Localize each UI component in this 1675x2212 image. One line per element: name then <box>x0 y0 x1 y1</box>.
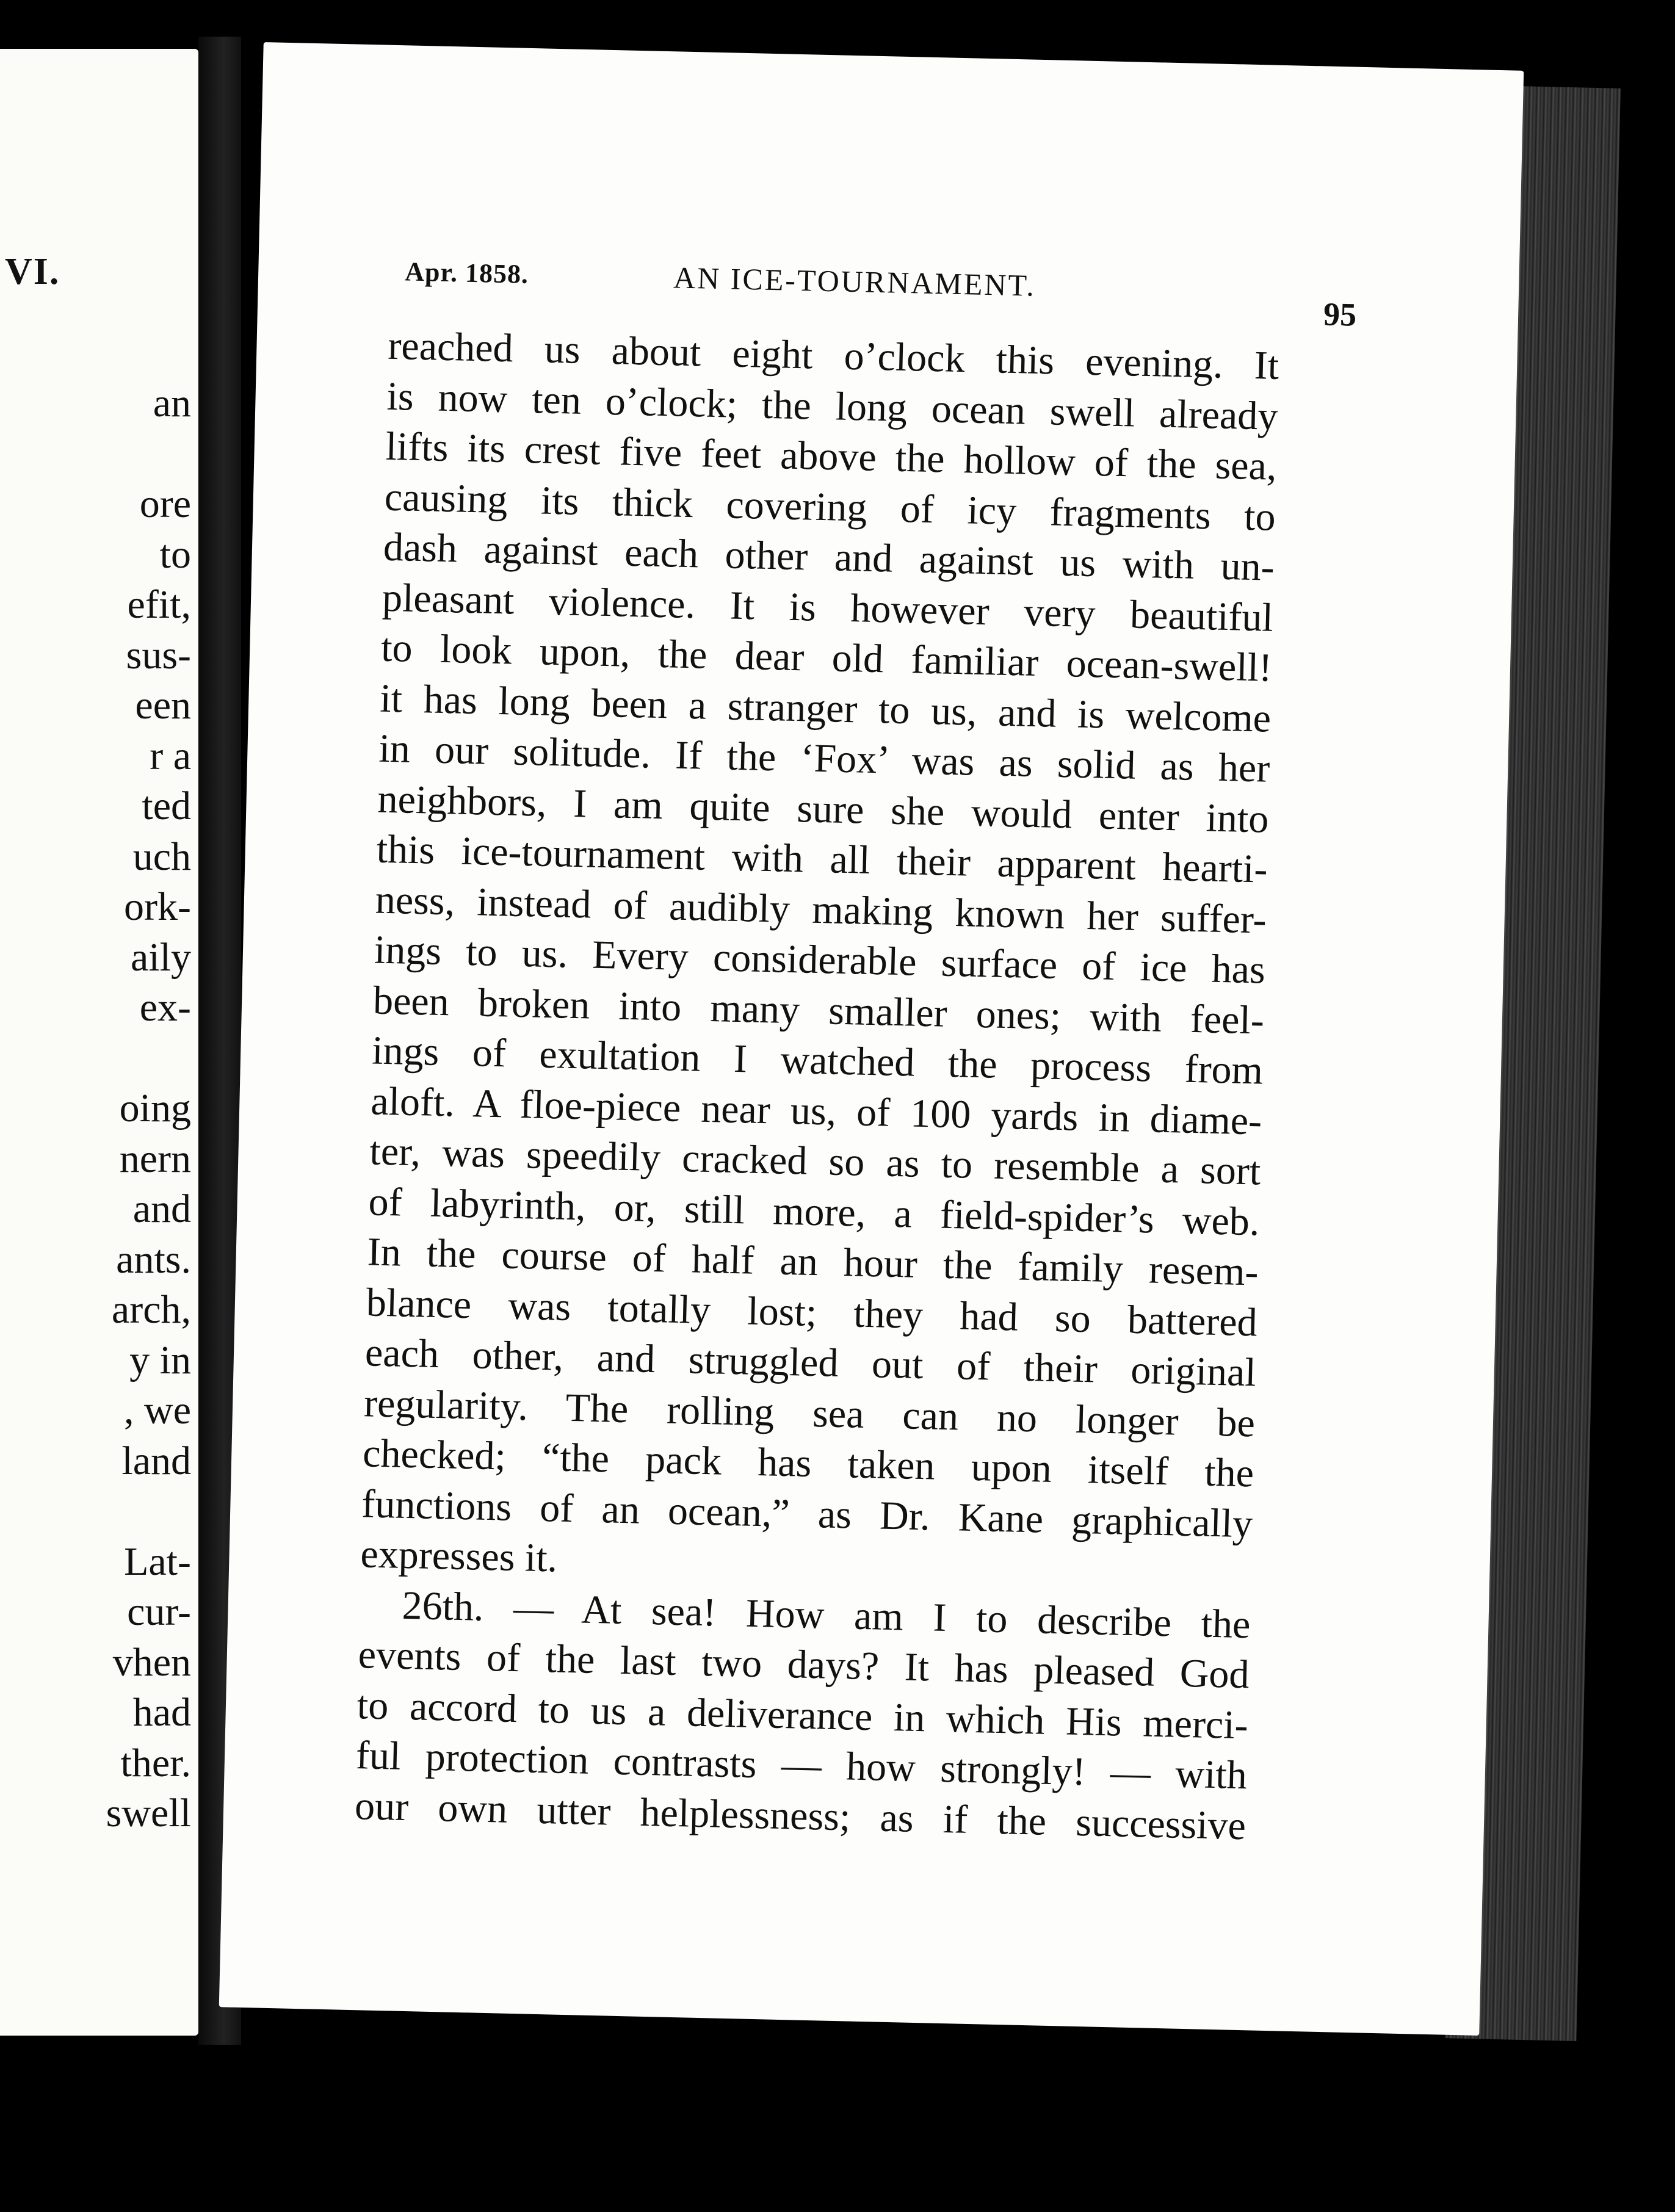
left-fragment: ore <box>139 482 191 526</box>
text-line: lifts its crest five feet above the hollow of the sea, <box>385 424 1278 489</box>
left-fragment-gap <box>106 1486 191 1537</box>
left-fragment: ants. <box>116 1237 191 1282</box>
text-line: been broken into many smaller ones; with feel- <box>372 977 1265 1043</box>
text-line: dash against each other and against us with un- <box>383 524 1275 590</box>
left-fragment: r a <box>150 733 191 778</box>
left-fragment: ork- <box>124 884 191 929</box>
text-line: In the course of half an hour the family resem- <box>367 1229 1259 1295</box>
left-page-fragments <box>106 378 191 1839</box>
text-line: ter, was speedily cracked so as to resemble a sort <box>369 1129 1262 1194</box>
text-line: our own utter helplessness; as if the successive <box>354 1783 1246 1848</box>
text-line: blance was totally lost; they had so battered <box>366 1279 1258 1345</box>
left-fragment: nern <box>119 1136 191 1181</box>
left-fragment: ther. <box>120 1740 191 1785</box>
text-line: regularity. The rolling sea can no longer be <box>363 1380 1256 1445</box>
text-line: in our solitude. If the ‘Fox’ was as solid as her <box>378 726 1271 791</box>
text-line: neighbors, I am quite sure she would enter into <box>377 776 1270 842</box>
text-line: functions of an ocean,” as Dr. Kane graphically <box>361 1481 1253 1546</box>
left-facing-page <box>0 49 198 2036</box>
text-line: ings of exultation I watched the process from <box>371 1028 1264 1093</box>
text-line: ful protection contrasts — how strongly! — with <box>355 1733 1248 1798</box>
left-fragment: ex- <box>139 985 191 1030</box>
text-line: expresses it. <box>360 1531 558 1581</box>
body-text <box>354 321 1279 1851</box>
text-line: is now ten o’clock; the long ocean swell already <box>386 374 1279 439</box>
left-fragment: land <box>121 1438 191 1483</box>
running-head-date: Apr. 1858. <box>404 256 529 289</box>
left-fragment: y in <box>129 1337 191 1382</box>
left-fragment: oing <box>119 1086 191 1130</box>
left-fragment: cur- <box>127 1589 191 1634</box>
text-line: to accord to us a deliverance in which His merci- <box>356 1682 1249 1748</box>
text-line: events of the last two days? It has pleased God <box>358 1632 1250 1697</box>
page-number: 95 <box>1323 295 1357 333</box>
left-fragment: an <box>153 381 191 425</box>
running-head-title: AN ICE-TOURNAMENT. <box>673 260 1036 303</box>
left-fragment: efit, <box>127 582 191 627</box>
text-line: 26th. — At sea! How am I to describe the <box>401 1583 1251 1647</box>
running-head <box>404 250 1357 333</box>
left-page-header: VI. <box>5 251 60 292</box>
text-line: ings to us. Every considerable surface of ice has <box>374 927 1266 992</box>
text-line: reached us about eight o’clock this evening. It <box>387 323 1280 388</box>
left-fragment: aily <box>131 934 191 980</box>
text-line: this ice-tournament with all their apparent hearti- <box>376 826 1268 892</box>
left-fragment: to <box>159 532 191 577</box>
text-line: aloft. A floe-piece near us, of 100 yards in diame- <box>370 1078 1262 1144</box>
left-fragment: had <box>132 1690 191 1735</box>
text-line: causing its thick covering of icy fragments to <box>384 474 1276 540</box>
left-fragment: uch <box>132 834 191 879</box>
left-fragment: ted <box>142 784 191 828</box>
left-fragment: sus- <box>126 632 191 678</box>
left-fragment: vhen <box>112 1639 191 1685</box>
left-fragment: arch, <box>111 1287 191 1332</box>
text-line: to look upon, the dear old familiar ocean-swell! <box>380 625 1273 690</box>
text-line: each other, and struggled out of their original <box>364 1330 1257 1395</box>
left-fragment: een <box>135 683 191 728</box>
left-fragment: and <box>132 1187 191 1231</box>
left-fragment: Lat- <box>124 1539 191 1584</box>
left-fragment-gap <box>106 429 191 480</box>
right-page <box>219 42 1524 2036</box>
left-fragment-gap <box>106 1033 191 1084</box>
text-line: it has long been a stranger to us, and is welcome <box>379 676 1272 741</box>
text-line: checked; “the pack has taken upon itself the <box>362 1431 1254 1496</box>
left-fragment: , we <box>124 1388 191 1433</box>
left-fragment: swell <box>106 1791 191 1835</box>
text-line: ness, instead of audibly making known her suffer- <box>375 877 1267 942</box>
text-line: of labyrinth, or, still more, a field-spider’s web. <box>367 1179 1261 1244</box>
text-line: pleasant violence. It is however very beautiful <box>382 575 1274 640</box>
